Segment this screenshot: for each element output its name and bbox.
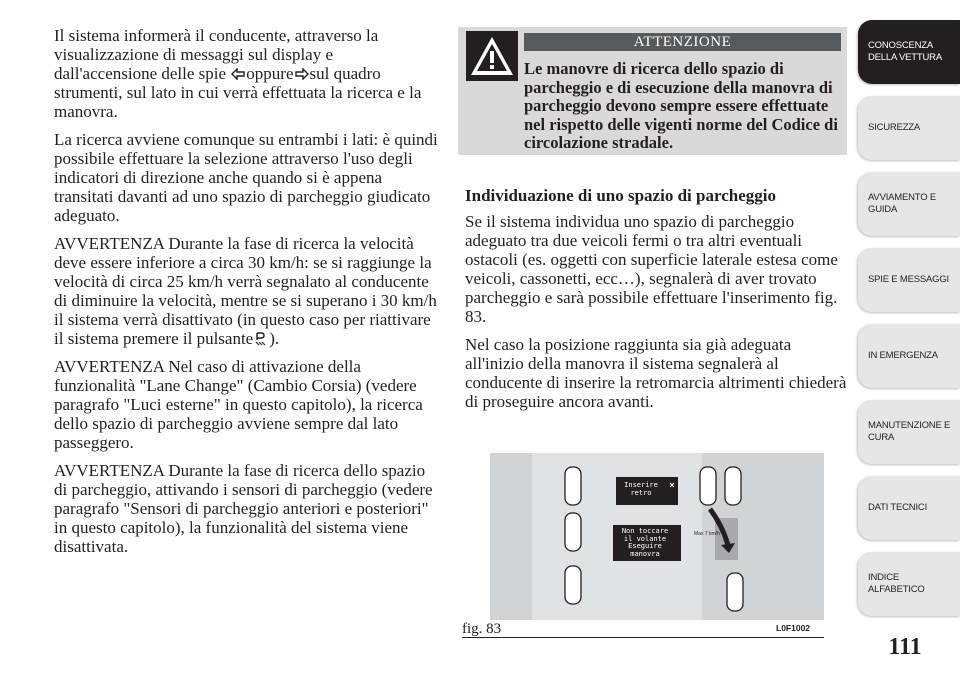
- right-column: [465, 186, 847, 420]
- tab-in-emergenza[interactable]: IN EMERGENZA: [858, 324, 960, 388]
- figure-rule: [462, 637, 824, 638]
- tab-spie-e-messaggi[interactable]: SPIE E MESSAGGI: [858, 248, 960, 312]
- figure-code: L0F1002: [776, 623, 811, 633]
- figure-parking-diagram: [490, 453, 824, 620]
- tab-sicurezza[interactable]: SICUREZZA: [858, 96, 960, 160]
- paragraph-sensors-warning: AVVERTENZA Durante la fase di ricerca dello spazio di parcheggio, attivando i sensori di parcheggio (vedere paragrafo "Sensori di parcheggio anteriori e posteriori" in questo capitolo), la funzionalità del sistema viene disattivata.: [54, 461, 433, 556]
- paragraph-position-reached: Nel caso la posizione raggiunta sia già adeguata all'inizio della manovra il sistema segnalerà al conducente di inserire la retromarcia altrimenti chiederà di proseguire ancora avanti.: [465, 335, 847, 411]
- left-column: [54, 26, 440, 565]
- paragraph-space-found: Se il sistema individua uno spazio di parcheggio adeguato tra due veicoli fermi o tra altri eventuali ostacoli (es. oggetti con superficie laterale estesa come veicoli, cassonetti, ecc…), segnalerà di aver trovato parcheggio e sarà possibile effettuare l'inserimento fig. 83.: [465, 212, 838, 326]
- chapter-sidebar: [858, 20, 960, 628]
- display-do-not-touch: Non toccare il volante Eseguire manovra: [621, 527, 669, 558]
- left-arrow-indicator-icon: [231, 68, 245, 80]
- warning-box: [458, 27, 847, 155]
- section-title: Individuazione di uno spazio di parcheggio: [465, 186, 776, 205]
- display-insert-reverse: Inserire retro: [624, 481, 658, 497]
- figure-caption: fig. 83: [462, 621, 502, 637]
- warning-heading: ATTENZIONE: [524, 33, 841, 51]
- parked-cars-left: [565, 467, 581, 604]
- right-arrow-indicator-icon: [295, 68, 309, 80]
- paragraph-system-info: Il sistema informerà il conducente, attraverso la visualizzazione di messaggi sul display e dall'accensione delle spie oppure sul quadro strumenti, sul lato in cui verrà effettuata la ricerca e la manovra.: [54, 26, 422, 121]
- tab-conoscenza-della-vettura[interactable]: CONOSCENZA DELLA VETTURA: [858, 20, 960, 84]
- paragraph-speed-warning: AVVERTENZA Durante la fase di ricerca la velocità deve essere inferiore a circa 30 km/h: se si raggiunge la velocità di circa 25 km/h verrà segnalato al conducente di diminuire la velocità, mentre se si superano i 30 km/h il sistema verrà disattivato (in questo caso per riattivare il sistema premere il pulsante ).: [54, 234, 437, 348]
- tab-manutenzione-e-cura[interactable]: MANUTENZIONE E CURA: [858, 400, 960, 464]
- paragraph-search-sides: La ricerca avviene comunque su entrambi i lati: è quindi possibile effettuare la selezione attraverso l'uso degli indicatori di direzione anche quando si è appena transitati davanti ad uno spazio di parcheggio giudicato adeguato.: [54, 130, 438, 225]
- park-assist-button-icon: [255, 332, 267, 346]
- speed-limit-label: Max 7 km/h: [694, 531, 720, 537]
- warning-text: Le manovre di ricerca dello spazio di parcheggio e di esecuzione della manovra di parcheggio devono sempre essere effettuate nel rispetto delle vigenti norme del Codice di circolazione stradale.: [524, 59, 838, 152]
- tab-indice-alfabetico[interactable]: INDICE ALFABETICO: [858, 552, 960, 616]
- tab-avviamento-e-guida[interactable]: AVVIAMENTO E GUIDA: [858, 172, 960, 236]
- page-number: 111: [888, 634, 922, 660]
- paragraph-lane-change-warning: AVVERTENZA Nel caso di attivazione della funzionalità "Lane Change" (Cambio Corsia) (vedere paragrafo "Luci esterne" in questo capitolo), la ricerca dello spazio di parcheggio avviene sempre dal lato passeggero.: [54, 357, 423, 452]
- tab-dati-tecnici[interactable]: DATI TECNICI: [858, 476, 960, 540]
